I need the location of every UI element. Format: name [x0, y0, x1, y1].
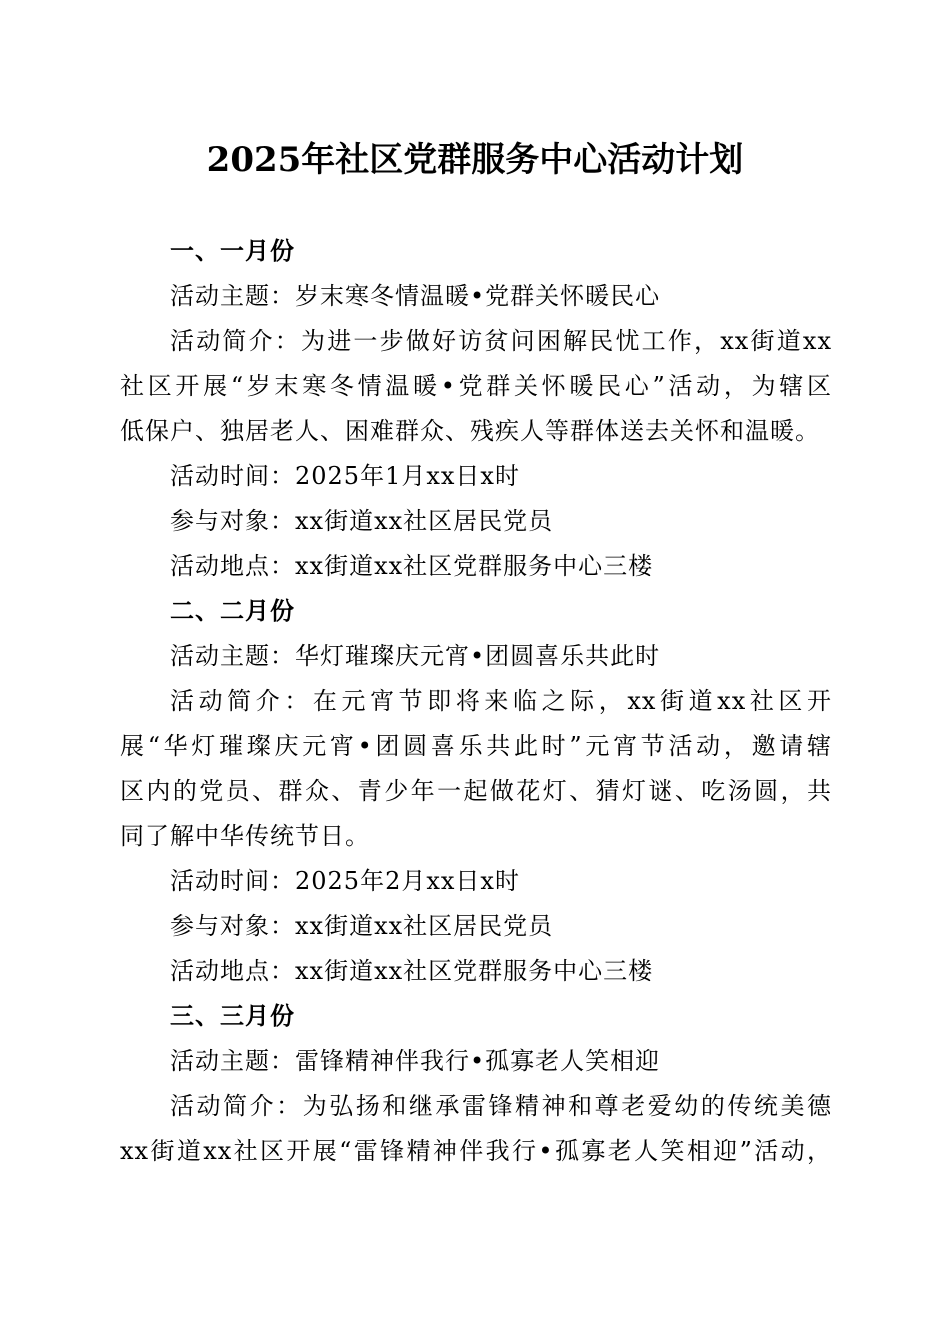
activity-intro-line: 社区开展“岁末寒冬情温暖•党群关怀暖民心”活动，为辖区 — [120, 372, 832, 400]
activity-intro-line: 低保户、独居老人、困难群众、残疾人等群体送去关怀和温暖。 — [120, 417, 820, 445]
activity-intro-line: 活动简介：在元宵节即将来临之际，xx街道xx社区开 — [170, 687, 832, 715]
activity-intro-line: 同了解中华传统节日。 — [120, 822, 370, 850]
activity-intro-line: 区内的党员、群众、青少年一起做花灯、猜灯谜、吃汤圆，共 — [120, 777, 832, 805]
section-heading-february: 二、二月份 — [170, 597, 295, 625]
activity-participants: 参与对象：xx街道xx社区居民党员 — [170, 912, 554, 940]
activity-theme: 活动主题：华灯璀璨庆元宵•团圆喜乐共此时 — [170, 642, 661, 670]
activity-participants: 参与对象：xx街道xx社区居民党员 — [170, 507, 554, 535]
activity-location: 活动地点：xx街道xx社区党群服务中心三楼 — [170, 552, 654, 580]
activity-intro-line: 活动简介：为弘扬和继承雷锋精神和尊老爱幼的传统美德 — [170, 1092, 832, 1120]
activity-theme: 活动主题：雷锋精神伴我行•孤寡老人笑相迎 — [170, 1047, 661, 1075]
activity-intro-line: xx街道xx社区开展“雷锋精神伴我行•孤寡老人笑相迎”活动， — [120, 1137, 832, 1165]
activity-location: 活动地点：xx街道xx社区党群服务中心三楼 — [170, 957, 654, 985]
section-heading-january: 一、一月份 — [170, 237, 295, 265]
activity-time: 活动时间：2025年2月xx日x时 — [170, 867, 520, 895]
section-heading-march: 三、三月份 — [170, 1002, 295, 1030]
activity-time: 活动时间：2025年1月xx日x时 — [170, 462, 520, 490]
document-body — [120, 229, 832, 1174]
activity-intro-line: 展“华灯璀璨庆元宵•团圆喜乐共此时”元宵节活动，邀请辖 — [120, 732, 832, 760]
activity-theme: 活动主题：岁末寒冬情温暖•党群关怀暖民心 — [170, 282, 661, 310]
activity-intro-line: 活动简介：为进一步做好访贫问困解民忧工作，xx街道xx — [170, 327, 832, 355]
document-title: 2025年社区党群服务中心活动计划 — [206, 140, 744, 180]
